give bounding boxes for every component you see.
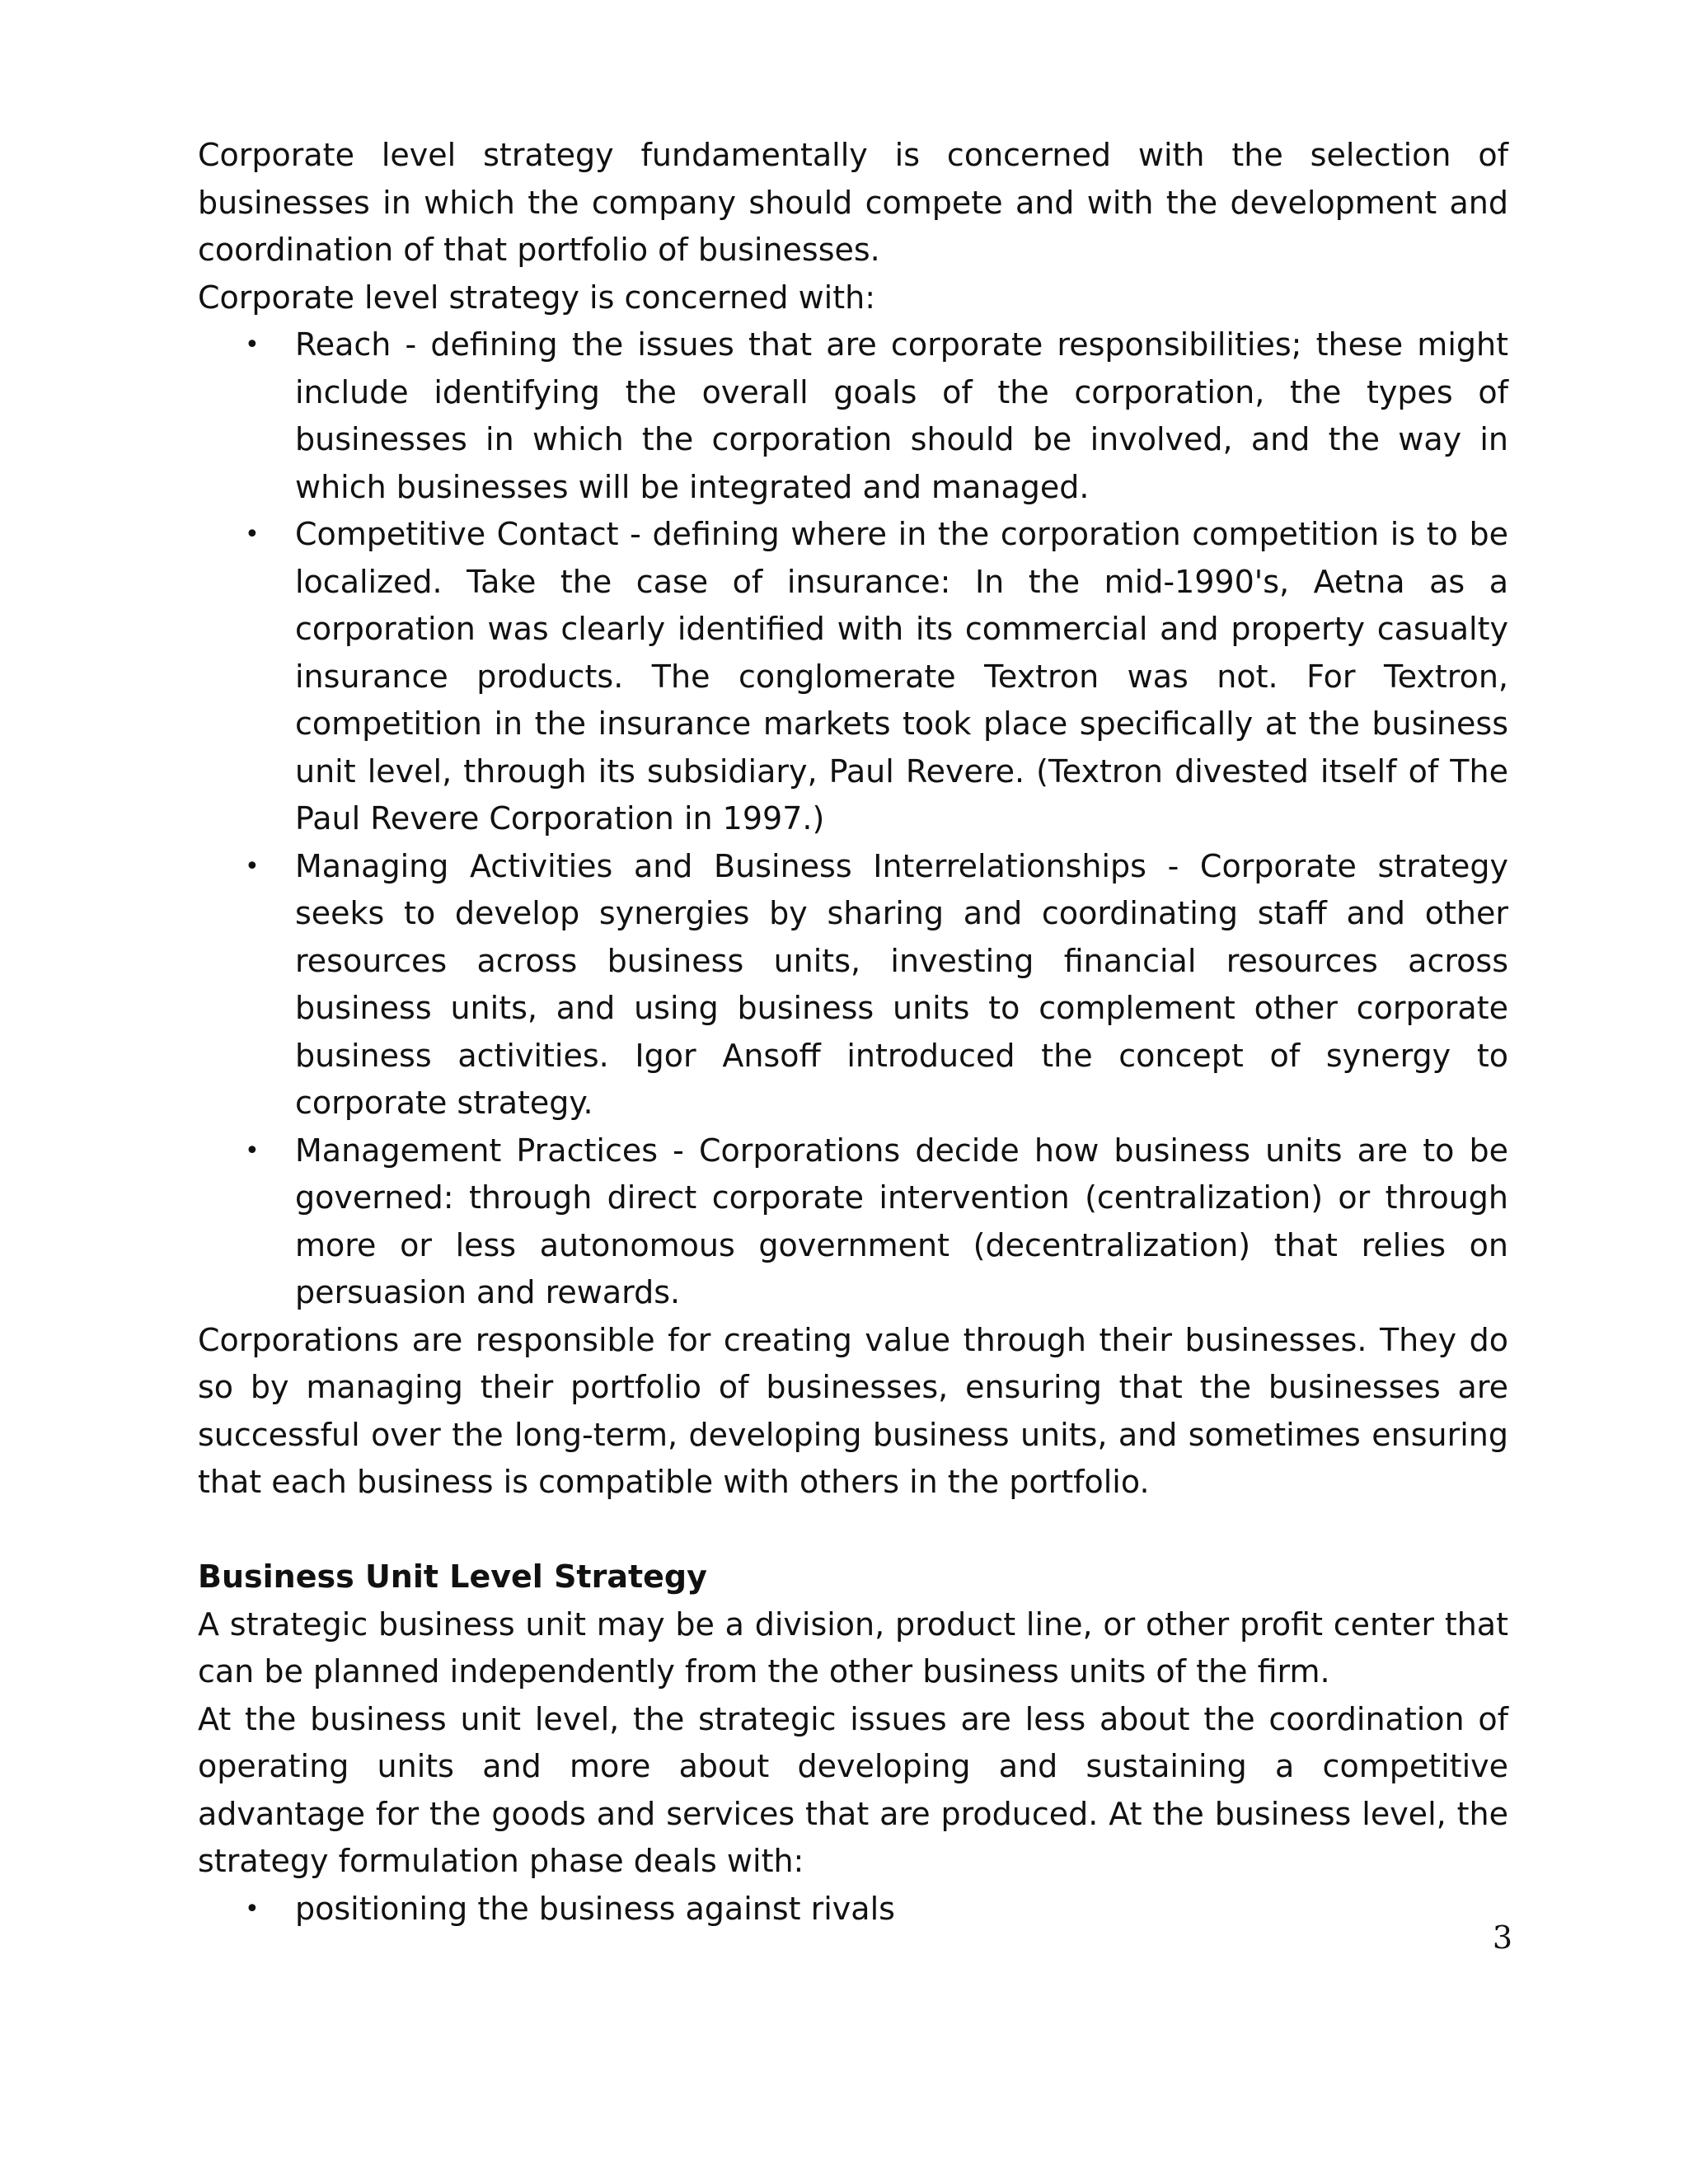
corporate-concerned-with-paragraph: Corporate level strategy is concerned with: [198, 279, 876, 316]
list-item-text: Reach - defining the issues that are corporate responsibilities; these might include identifying the overall goals of the corporation, the types of businesses in which the corporation should be involved, and the way in which businesses will be integrated and managed. [295, 326, 1508, 505]
business-unit-issues-paragraph: At the business unit level, the strategic issues are less about the coordination of operating units and more about developing and sustaining a competitive advantage for the goods and services that are produced. At the business level, the strategy formulation phase deals with: [198, 1700, 1508, 1879]
list-item [198, 511, 1508, 843]
page-number: 3 [1492, 1919, 1512, 1956]
corporate-closing-paragraph: Corporations are responsible for creating value through their businesses. They do so by managing their portfolio of businesses, ensuring that the businesses are successful over the long-term, developing business units, and sometimes ensuring that each business is compatible with others in the portfolio. [198, 1321, 1508, 1500]
business-unit-definition-paragraph: A strategic business unit may be a division, product line, or other profit center that can be planned independently from the other business units of the firm. [198, 1605, 1508, 1690]
bullet-icon: • [245, 330, 260, 359]
bullet-icon: • [245, 1136, 260, 1165]
section-spacer [198, 1507, 1508, 1554]
list-item-text: Competitive Contact - defining where in the corporation competition is to be localized. Take the case of insurance: In the mid-1990's, Aetna as a corporation was clearly identified with its commercial and property casualty insurance products. The conglomerate Textron was not. For Textron, competition in the insurance markets took place specifically at the business unit level, through its subsidiary, Paul Revere. (Textron divested itself of The Paul Revere Corporation in 1997.) [295, 516, 1508, 837]
bullet-icon: • [245, 851, 260, 881]
document-page [198, 132, 1508, 1933]
list-item [198, 1127, 1508, 1317]
business-unit-bullet-list [198, 1886, 1508, 1933]
list-item [198, 321, 1508, 511]
corporate-bullet-list [198, 321, 1508, 1317]
list-item-text: Management Practices - Corporations decide how business units are to be governed: through direct corporate intervention (centralization) or through more or less autonomous government (decentralization) that relies on persuasion and rewards. [295, 1132, 1508, 1310]
list-item [198, 1886, 1508, 1933]
bullet-icon: • [245, 1894, 260, 1924]
section-heading: Business Unit Level Strategy [198, 1558, 707, 1595]
list-item-text: positioning the business against rivals [295, 1890, 895, 1927]
bullet-icon: • [245, 520, 260, 549]
list-item [198, 843, 1508, 1127]
corporate-intro-paragraph: Corporate level strategy fundamentally is concerned with the selection of businesses in which the company should compete and with the development and coordination of that portfolio of businesses. [198, 137, 1508, 268]
list-item-text: Managing Activities and Business Interrelationships - Corporate strategy seeks to develop synergies by sharing and coordinating staff and other resources across business units, investing financial resources across business units, and using business units to complement other corporate business activities. Igor Ansoff introduced the concept of synergy to corporate strategy. [295, 847, 1508, 1121]
